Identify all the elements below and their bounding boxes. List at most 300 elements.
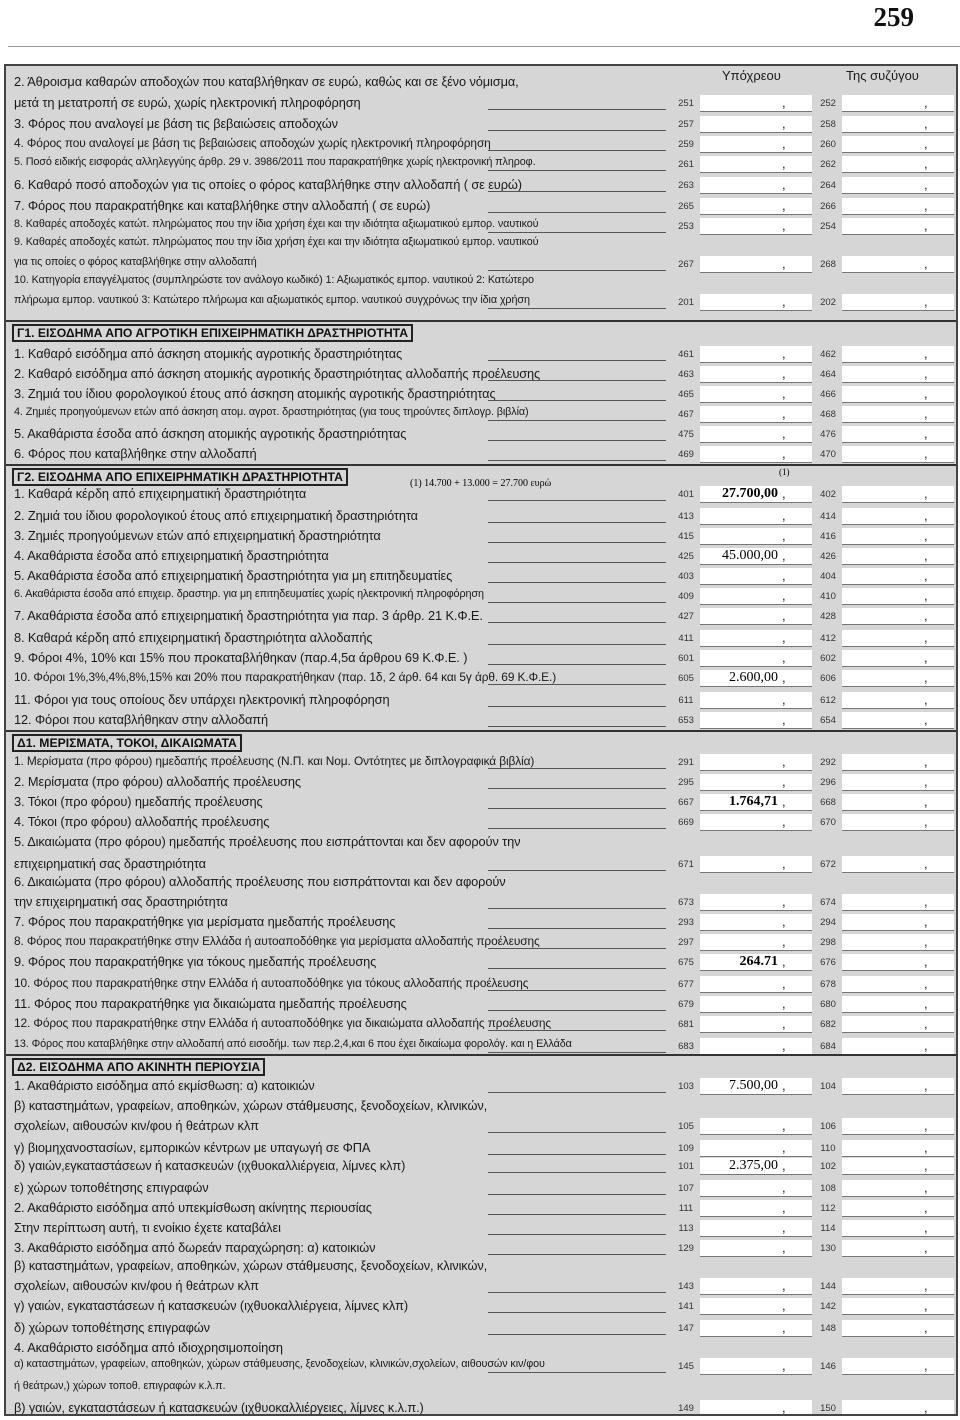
amount-field-spouse[interactable] [842, 528, 954, 545]
decimal-separator: , [782, 294, 786, 309]
amount-field-taxpayer[interactable] [700, 1240, 812, 1257]
amount-field-taxpayer[interactable] [700, 934, 812, 951]
amount-field-taxpayer[interactable] [700, 996, 812, 1013]
amount-field-spouse[interactable] [842, 198, 954, 215]
row-label: γ) βιομηχανοστασίων, εμπορικών κέντρων με υπαγωγή σε ΦΠΑ [14, 1140, 371, 1155]
amount-field-spouse[interactable] [842, 1016, 954, 1033]
row-label: 5. Δικαιώματα (προ φόρου) ημεδαπής προέλευσης που εισπράττονται και δεν αφορούν την [14, 834, 521, 849]
amount-field-spouse[interactable] [842, 794, 954, 811]
form-row [6, 814, 956, 832]
section-heading: Γ1. ΕΙΣΟΔΗΜΑ ΑΠΟ ΑΓΡΟΤΙΚΗ ΕΠΙΧΕΙΡΗΜΑΤΙΚΗ ΔΡΑΣΤΗΡΙΟΤΗΤΑ [12, 324, 413, 342]
amount-field-taxpayer[interactable] [700, 568, 812, 585]
decimal-separator: , [924, 568, 928, 583]
row-label: σχολείων, αιθουσών κιν/φου ή θεάτρων κλπ [14, 1278, 259, 1293]
amount-field-spouse[interactable] [842, 996, 954, 1013]
amount-field-taxpayer[interactable] [700, 116, 812, 133]
amount-field-taxpayer[interactable] [700, 446, 812, 463]
amount-field-taxpayer[interactable] [700, 814, 812, 831]
form-row [6, 834, 956, 852]
row-label: 8. Καθαρές αποδοχές κατώτ. πληρώματος που την ίδια χρήση έχει και την ιδιότητα αξιωματικού εμπορ. ναυτικού [14, 218, 539, 230]
calculation-annotation: (1) 14.700 + 13.000 = 27.700 ευρώ [410, 478, 552, 489]
field-code-taxpayer: 265 [678, 201, 694, 212]
amount-field-spouse[interactable] [842, 446, 954, 463]
amount-field-taxpayer[interactable] [700, 508, 812, 525]
field-code-taxpayer: 425 [678, 551, 694, 562]
leader-line [488, 440, 666, 441]
amount-field-spouse[interactable] [842, 954, 954, 971]
leader-line [488, 726, 666, 727]
field-code-spouse: 410 [820, 591, 836, 602]
amount-field-spouse[interactable] [842, 894, 954, 911]
amount-field-taxpayer[interactable] [700, 528, 812, 545]
decimal-separator: , [782, 446, 786, 461]
field-code-spouse: 678 [820, 979, 836, 990]
amount-field-spouse[interactable] [842, 346, 954, 363]
form-row [6, 1340, 956, 1358]
form-row [6, 856, 956, 874]
field-code-spouse: 672 [820, 859, 836, 870]
decimal-separator: , [782, 608, 786, 623]
form-row [6, 954, 956, 972]
leader-line [488, 360, 666, 361]
form-row [6, 366, 956, 384]
decimal-separator: , [782, 670, 786, 685]
form-row [6, 894, 956, 912]
amount-field-spouse[interactable] [842, 670, 954, 687]
field-code-taxpayer: 267 [678, 259, 694, 270]
field-code-taxpayer: 403 [678, 571, 694, 582]
row-label: 1. Καθαρά κέρδη από επιχειρηματική δραστηριότητα [14, 486, 307, 501]
form-row [6, 1016, 956, 1034]
amount-field-spouse[interactable] [842, 386, 954, 403]
field-code-spouse: 468 [820, 409, 836, 420]
amount-field-taxpayer[interactable] [700, 774, 812, 791]
leader-line [488, 908, 666, 909]
form-row [6, 1180, 956, 1198]
decimal-separator: , [782, 1158, 786, 1173]
row-label: 10. Φόροι 1%,3%,4%,8%,15% και 20% που παρακρατήθηκαν (παρ. 1δ, 2 άρθ. 64 και 5γ άρθ. 69 Κ.Φ.Ε.) [14, 670, 557, 684]
form-row [6, 874, 956, 892]
field-code-spouse: 268 [820, 259, 836, 270]
leader-line [488, 109, 666, 110]
row-label: 1. Ακαθάριστο εισόδημα από εκμίσθωση: α) κατοικιών [14, 1078, 315, 1093]
field-code-taxpayer: 109 [678, 1143, 694, 1154]
leader-line [488, 664, 666, 665]
amount-field-taxpayer[interactable] [700, 1038, 812, 1055]
decimal-separator: , [924, 486, 928, 501]
amount-field-spouse[interactable] [842, 136, 954, 153]
section-heading: Δ2. ΕΙΣΟΔΗΜΑ ΑΠΟ ΑΚΙΝΗΤΗ ΠΕΡΙΟΥΣΙΑ [12, 1058, 265, 1076]
amount-field-taxpayer[interactable] [700, 366, 812, 383]
leader-line [488, 706, 666, 707]
field-code-spouse: 104 [820, 1081, 836, 1092]
amount-field-spouse[interactable] [842, 156, 954, 173]
amount-field-spouse[interactable] [842, 116, 954, 133]
row-label: Στην περίπτωση αυτή, τι ενοίκιο έχετε καταβάλει [14, 1220, 281, 1235]
amount-field-spouse[interactable] [842, 1158, 954, 1175]
amount-field-taxpayer[interactable] [700, 650, 812, 667]
leader-line [488, 380, 666, 381]
amount-field-spouse[interactable] [842, 95, 954, 112]
amount-field-taxpayer[interactable] [700, 386, 812, 403]
amount-field-spouse[interactable] [842, 366, 954, 383]
field-code-spouse: 264 [820, 180, 836, 191]
decimal-separator: , [924, 177, 928, 192]
field-code-taxpayer: 475 [678, 429, 694, 440]
amount-field-taxpayer[interactable] [700, 608, 812, 625]
amount-field-spouse[interactable] [842, 1220, 954, 1237]
amount-field-taxpayer[interactable] [700, 156, 812, 173]
amount-field-taxpayer[interactable] [700, 218, 812, 235]
decimal-separator: , [924, 116, 928, 131]
form-row [6, 608, 956, 626]
field-code-spouse: 102 [820, 1161, 836, 1172]
tax-form-section [4, 64, 958, 1416]
page-number: 259 [873, 2, 914, 32]
amount-field-spouse[interactable] [842, 814, 954, 831]
amount-field-taxpayer[interactable] [700, 894, 812, 911]
decimal-separator: , [782, 136, 786, 151]
form-row [6, 236, 956, 254]
amount-field-taxpayer[interactable] [700, 856, 812, 873]
row-label: 1. Καθαρό εισόδημα από άσκηση ατομικής αγροτικής δραστηριότητας [14, 346, 403, 361]
form-row [6, 1158, 956, 1176]
top-divider [8, 46, 960, 47]
leader-line [488, 308, 666, 309]
amount-field-taxpayer[interactable] [700, 1180, 812, 1197]
field-code-spouse: 674 [820, 897, 836, 908]
leader-line [488, 212, 666, 213]
decimal-separator: , [924, 650, 928, 665]
field-code-taxpayer: 467 [678, 409, 694, 420]
form-row [6, 406, 956, 424]
amount-field-taxpayer[interactable] [700, 426, 812, 443]
decimal-separator: , [782, 486, 786, 501]
amount-field-spouse[interactable] [842, 1118, 954, 1135]
amount-field-spouse[interactable] [842, 1140, 954, 1157]
form-row [6, 1258, 956, 1276]
row-label: για τις οποίες ο φόρος καταβλήθηκε στην αλλοδαπή [14, 256, 257, 268]
section-divider [6, 320, 956, 322]
field-code-spouse: 108 [820, 1183, 836, 1194]
field-code-taxpayer: 257 [678, 119, 694, 130]
field-code-spouse: 296 [820, 777, 836, 788]
row-label: 12. Φόρος που παρακρατήθηκε στην Ελλάδα ή αυτοαποδόθηκε για δικαιώματα αλλοδαπής προέλευσης [14, 1016, 552, 1030]
amount-field-taxpayer[interactable] [700, 136, 812, 153]
field-code-spouse: 202 [820, 297, 836, 308]
amount-field-spouse[interactable] [842, 934, 954, 951]
amount-field-taxpayer[interactable] [700, 1118, 812, 1135]
field-code-taxpayer: 413 [678, 511, 694, 522]
leader-line [488, 622, 666, 623]
amount-field-spouse[interactable] [842, 1240, 954, 1257]
form-row [6, 588, 956, 606]
decimal-separator: , [924, 774, 928, 789]
amount-value: 2.375,00 [729, 1158, 778, 1173]
decimal-separator: , [924, 1038, 928, 1053]
amount-field-taxpayer[interactable] [700, 294, 812, 311]
leader-line [488, 522, 666, 523]
amount-field-taxpayer[interactable] [700, 198, 812, 215]
header-taxpayer-column: Υπόχρεου [722, 68, 781, 83]
amount-field-spouse[interactable] [842, 630, 954, 647]
leader-line [488, 500, 666, 501]
leader-line [488, 542, 666, 543]
amount-field-taxpayer[interactable] [700, 692, 812, 709]
leader-line [488, 562, 666, 563]
leader-line [488, 460, 666, 461]
decimal-separator: , [782, 1298, 786, 1313]
decimal-separator: , [924, 528, 928, 543]
decimal-separator: , [924, 346, 928, 361]
decimal-separator: , [924, 136, 928, 151]
leader-line [488, 1172, 666, 1173]
field-code-spouse: 466 [820, 389, 836, 400]
field-code-spouse: 676 [820, 957, 836, 968]
amount-field-spouse[interactable] [842, 1200, 954, 1217]
amount-field-spouse[interactable] [842, 914, 954, 931]
decimal-separator: , [782, 1118, 786, 1133]
decimal-separator: , [924, 692, 928, 707]
form-row [6, 1220, 956, 1238]
leader-line [488, 1292, 666, 1293]
decimal-separator: , [924, 1140, 928, 1155]
form-row [6, 548, 956, 566]
field-code-taxpayer: 411 [678, 633, 694, 644]
form-row [6, 976, 956, 994]
form-row [6, 508, 956, 526]
field-code-spouse: 294 [820, 917, 836, 928]
form-row [6, 650, 956, 668]
field-code-taxpayer: 253 [678, 221, 694, 232]
amount-field-spouse[interactable] [842, 256, 954, 273]
amount-field-spouse[interactable] [842, 976, 954, 993]
amount-field-spouse[interactable] [842, 588, 954, 605]
row-label: 6. Καθαρό ποσό αποδοχών για τις οποίες ο φόρος καταβλήθηκε στην αλλοδαπή ( σε ευρώ) [14, 177, 522, 192]
amount-field-taxpayer[interactable] [700, 1358, 812, 1375]
amount-field-spouse[interactable] [842, 774, 954, 791]
amount-field-taxpayer[interactable] [700, 976, 812, 993]
decimal-separator: , [782, 976, 786, 991]
amount-field-spouse[interactable] [842, 1180, 954, 1197]
decimal-separator: , [924, 366, 928, 381]
decimal-separator: , [924, 256, 928, 271]
decimal-separator: , [782, 934, 786, 949]
amount-field-spouse[interactable] [842, 218, 954, 235]
field-code-spouse: 148 [820, 1323, 836, 1334]
decimal-separator: , [924, 856, 928, 871]
form-row [6, 256, 956, 274]
row-label: α) καταστημάτων, γραφείων, αποθηκών, χώρων στάθμευσης, ξενοδοχείων, κλινικών,σχολείων, αιθουσών κιν/φου [14, 1358, 545, 1370]
amount-field-taxpayer[interactable] [700, 1400, 812, 1416]
row-label: 8. Φόρος που παρακρατήθηκε στην Ελλάδα ή αυτοαποδόθηκε για μερίσματα αλλοδαπής προέλευσης [14, 934, 540, 948]
amount-field-spouse[interactable] [842, 1400, 954, 1416]
field-code-taxpayer: 401 [678, 489, 694, 500]
amount-field-taxpayer[interactable] [700, 1320, 812, 1337]
amount-field-taxpayer[interactable] [700, 630, 812, 647]
field-code-taxpayer: 681 [678, 1019, 694, 1030]
amount-field-spouse[interactable] [842, 1320, 954, 1337]
amount-field-taxpayer[interactable] [700, 588, 812, 605]
form-row [6, 136, 956, 154]
amount-field-spouse[interactable] [842, 177, 954, 194]
amount-field-spouse[interactable] [842, 1358, 954, 1375]
leader-line [488, 130, 666, 131]
decimal-separator: , [782, 177, 786, 192]
field-code-taxpayer: 103 [678, 1081, 694, 1092]
decimal-separator: , [782, 406, 786, 421]
leader-line [488, 1010, 666, 1011]
row-label: 12. Φόροι που καταβλήθηκαν στην αλλοδαπή [14, 712, 269, 727]
decimal-separator: , [924, 894, 928, 909]
row-label: 2. Ακαθάριστο εισόδημα από υπεκμίσθωση ακίνητης περιουσίας [14, 1200, 372, 1215]
decimal-separator: , [782, 1358, 786, 1373]
amount-field-spouse[interactable] [842, 1298, 954, 1315]
field-code-spouse: 260 [820, 139, 836, 150]
leader-line [488, 1092, 666, 1093]
field-code-taxpayer: 261 [678, 159, 694, 170]
decimal-separator: , [924, 608, 928, 623]
field-code-spouse: 262 [820, 159, 836, 170]
leader-line [488, 1372, 666, 1373]
leader-line [488, 1052, 666, 1053]
field-code-spouse: 416 [820, 531, 836, 542]
field-code-spouse: 258 [820, 119, 836, 130]
decimal-separator: , [782, 1016, 786, 1031]
decimal-separator: , [782, 346, 786, 361]
leader-line [488, 602, 666, 603]
leader-line [488, 948, 666, 949]
amount-field-spouse[interactable] [842, 1278, 954, 1295]
decimal-separator: , [924, 1358, 928, 1373]
amount-field-spouse[interactable] [842, 1038, 954, 1055]
decimal-separator: , [782, 996, 786, 1011]
leader-line [488, 870, 666, 871]
amount-field-taxpayer[interactable] [700, 1220, 812, 1237]
amount-field-spouse[interactable] [842, 426, 954, 443]
decimal-separator: , [782, 914, 786, 929]
amount-field-taxpayer[interactable] [700, 754, 812, 771]
field-code-taxpayer: 601 [678, 653, 694, 664]
decimal-separator: , [782, 366, 786, 381]
amount-field-spouse[interactable] [842, 608, 954, 625]
leader-line [488, 990, 666, 991]
decimal-separator: , [782, 754, 786, 769]
leader-line [488, 644, 666, 645]
field-code-taxpayer: 149 [678, 1403, 694, 1414]
decimal-separator: , [924, 446, 928, 461]
row-label: 6. Δικαιώματα (προ φόρου) αλλοδαπής προέλευσης που εισπράττονται και δεν αφορούν [14, 874, 506, 889]
decimal-separator: , [782, 548, 786, 563]
amount-field-taxpayer[interactable] [700, 1298, 812, 1315]
amount-field-spouse[interactable] [842, 486, 954, 503]
amount-field-taxpayer[interactable] [700, 1016, 812, 1033]
form-row [6, 754, 956, 772]
field-code-spouse: 266 [820, 201, 836, 212]
field-code-taxpayer: 141 [678, 1301, 694, 1312]
row-label: 4. Ακαθάριστα έσοδα από επιχειρηματική δραστηριότητα [14, 548, 329, 563]
amount-field-taxpayer[interactable] [700, 95, 812, 112]
form-row [6, 774, 956, 792]
field-code-taxpayer: 113 [678, 1223, 694, 1234]
footnote-marker: (1) [779, 467, 790, 477]
field-code-taxpayer: 463 [678, 369, 694, 380]
decimal-separator: , [782, 1038, 786, 1053]
leader-line [488, 191, 666, 192]
field-code-taxpayer: 107 [678, 1183, 694, 1194]
decimal-separator: , [782, 856, 786, 871]
field-code-spouse: 462 [820, 349, 836, 360]
leader-line [488, 232, 666, 233]
field-code-taxpayer: 143 [678, 1281, 694, 1292]
amount-field-spouse[interactable] [842, 508, 954, 525]
field-code-taxpayer: 129 [678, 1243, 694, 1254]
leader-line [488, 1312, 666, 1313]
decimal-separator: , [924, 1320, 928, 1335]
amount-field-taxpayer[interactable] [700, 406, 812, 423]
field-code-spouse: 602 [820, 653, 836, 664]
amount-field-spouse[interactable] [842, 692, 954, 709]
decimal-separator: , [782, 1200, 786, 1215]
field-code-spouse: 110 [820, 1143, 836, 1154]
field-code-taxpayer: 415 [678, 531, 694, 542]
amount-field-spouse[interactable] [842, 1078, 954, 1095]
amount-field-spouse[interactable] [842, 650, 954, 667]
row-label: 3. Τόκοι (προ φόρου) ημεδαπής προέλευσης [14, 794, 263, 809]
field-code-spouse: 252 [820, 98, 836, 109]
form-row [6, 914, 956, 932]
amount-field-taxpayer[interactable] [700, 177, 812, 194]
amount-field-taxpayer[interactable] [700, 1140, 812, 1157]
row-label: την επιχειρηματική σας δραστηριότητα [14, 894, 228, 909]
amount-field-spouse[interactable] [842, 294, 954, 311]
amount-field-spouse[interactable] [842, 712, 954, 729]
leader-line [488, 1132, 666, 1133]
amount-field-spouse[interactable] [842, 548, 954, 565]
decimal-separator: , [924, 630, 928, 645]
section-heading: Δ1. ΜΕΡΙΣΜΑΤΑ, ΤΟΚΟΙ, ΔΙΚΑΙΩΜΑΤΑ [12, 734, 242, 752]
row-label: 3. Ακαθάριστο εισόδημα από δωρεάν παραχώρηση: α) κατοικιών [14, 1240, 376, 1255]
decimal-separator: , [782, 156, 786, 171]
amount-field-taxpayer[interactable] [700, 914, 812, 931]
form-row [6, 1320, 956, 1338]
amount-field-taxpayer[interactable] [700, 712, 812, 729]
form-row [6, 996, 956, 1014]
row-label: 3. Φόρος που αναλογεί με βάση τις βεβαιώσεις αποδοχών [14, 116, 338, 131]
field-code-taxpayer: 605 [678, 673, 694, 684]
decimal-separator: , [782, 1180, 786, 1195]
field-code-taxpayer: 291 [678, 757, 694, 768]
amount-field-taxpayer[interactable] [700, 1200, 812, 1217]
form-row [6, 177, 956, 195]
decimal-separator: , [924, 1400, 928, 1415]
field-code-spouse: 404 [820, 571, 836, 582]
row-label: 1. Μερίσματα (προ φόρου) ημεδαπής προέλευσης (Ν.Π. και Νομ. Οντότητες με διπλογραφικά βιβλία) [14, 754, 535, 768]
row-label: 3. Ζημιές προηγούμενων ετών από επιχειρηματική δραστηριότητα [14, 528, 381, 543]
amount-field-spouse[interactable] [842, 406, 954, 423]
amount-field-taxpayer[interactable] [700, 1278, 812, 1295]
amount-field-taxpayer[interactable] [700, 256, 812, 273]
decimal-separator: , [782, 116, 786, 131]
amount-field-spouse[interactable] [842, 568, 954, 585]
row-label: 9. Καθαρές αποδοχές κατώτ. πληρώματος που την ίδια χρήση έχει και την ιδιότητα αξιωματικού εμπορ. ναυτικού [14, 236, 539, 248]
row-label: 4. Τόκοι (προ φόρου) αλλοδαπής προέλευσης [14, 814, 270, 829]
amount-field-spouse[interactable] [842, 856, 954, 873]
form-row [6, 1400, 956, 1416]
amount-field-taxpayer[interactable] [700, 346, 812, 363]
decimal-separator: , [924, 156, 928, 171]
amount-field-spouse[interactable] [842, 754, 954, 771]
